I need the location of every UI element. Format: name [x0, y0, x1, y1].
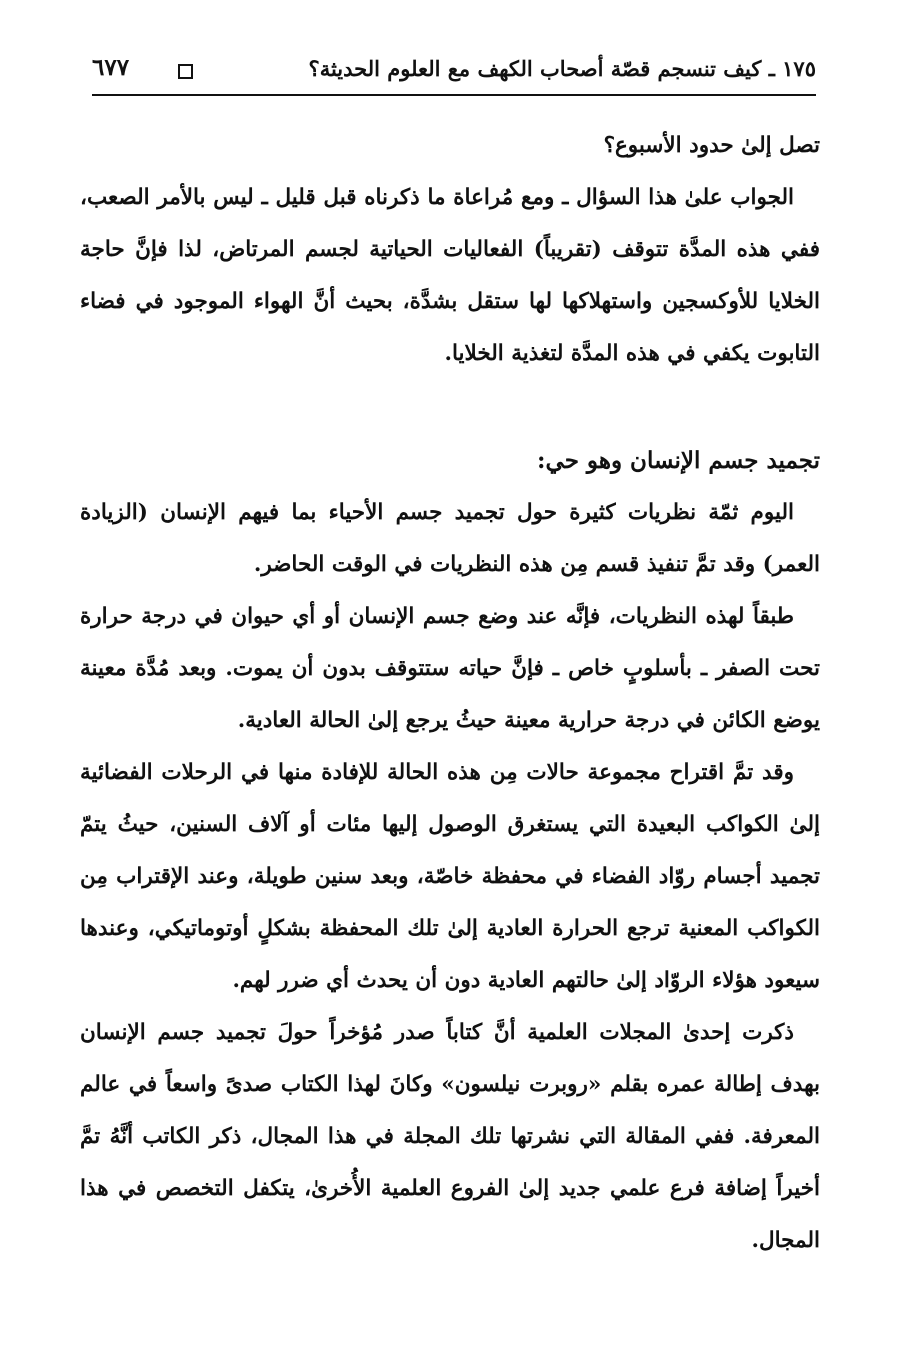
running-title: ١٧٥ ـ كيف تنسجم قصّة أصحاب الكهف مع العلوم الحديثة؟ — [308, 56, 816, 81]
section-heading: تجميد جسم الإنسان وهو حي: — [537, 447, 820, 474]
page-number: ٦٧٧ — [92, 54, 130, 81]
square-ornament-icon — [178, 64, 193, 79]
header-divider — [92, 94, 816, 96]
running-header — [92, 40, 816, 98]
paragraph-freezing: طبقاً لهذه النظريات، فإنَّه عند وضع جسم الإنسان أو أي حيوان في درجة حرارة تحت الصفر ـ بأسلوبٍ خاص ـ فإنَّ حياته ستتوقف بدون أن يموت. وبعد مُدَّة معينة يوضع الكائن في درجة حرارية معينة حيثُ يرجع إلىٰ الحالة العادية. — [80, 604, 820, 733]
paragraph-magazine: ذكرت إحدىٰ المجلات العلمية أنَّ كتاباً صدر مُؤخراً حولَ تجميد جسم الإنسان بهدف إطالة عمره بقلم «روبرت نيلسون» وكانَ لهذا الكتاب صدىً واسعاً في عالم المعرفة. ففي المقالة التي نشرتها تلك المجلة في هذا المجال، ذكر الكاتب أنَّهُ تمَّ أخيراً إضافة فرع علمي جديد إلىٰ الفروع العلمية الأُخرىٰ، يتكفل التخصص في هذا المجال. — [80, 1020, 820, 1253]
paragraph-answer: الجواب علىٰ هذا السؤال ـ ومع مُراعاة ما ذكرناه قبل قليل ـ ليس بالأمر الصعب، ففي هذه المدَّة تتوقف (تقريباً) الفعاليات الحياتية لجسم المرتاض، لذا فإنَّ حاجة الخلايا للأوكسجين واستهلاكها لها ستقل بشدَّة، بحيث أنَّ الهواء الموجود في فضاء التابوت يكفي في هذه المدَّة لتغذية الخلايا. — [80, 185, 820, 366]
paragraph-space-travel: وقد تمَّ اقتراح مجموعة حالات مِن هذه الحالة للإفادة منها في الرحلات الفضائية إلىٰ الكواكب البعيدة التي يستغرق الوصول إليها مئات أو آلاف السنين، حيثُ يتمّ تجميد أجسام روّاد الفضاء في محفظة خاصّة، وبعد سنين طويلة، وعند الإقتراب مِن الكواكب المعنية ترجع الحرارة العادية إلىٰ تلك المحفظة بشكلٍ أوتوماتيكي، وعندها سيعود هؤلاء الروّاد إلىٰ حالتهم العادية دون أن يحدث أي ضرر لهم. — [80, 760, 820, 993]
main-text — [80, 120, 820, 1267]
paragraph-theories: اليوم ثمّة نظريات كثيرة حول تجميد جسم الأحياء بما فيهم الإنسان (الزيادة العمر) وقد تمَّ تنفيذ قسم مِن هذه النظريات في الوقت الحاضر. — [80, 500, 820, 577]
paragraph-continuation: تصل إلىٰ حدود الأسبوع؟ — [603, 133, 820, 158]
